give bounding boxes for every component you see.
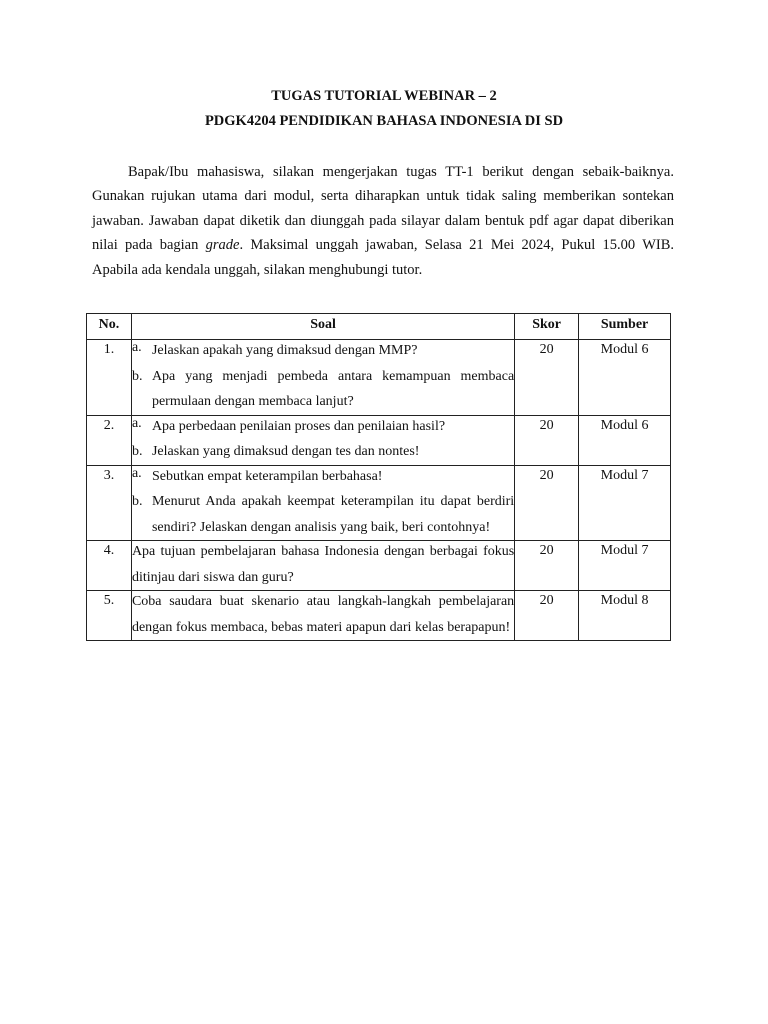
row-number: 1. (87, 340, 132, 416)
sub-question-marker: a. (131, 415, 142, 431)
intro-paragraph (92, 160, 674, 282)
intro-text-end: . Maksimal unggah jawaban, Selasa 21 Mei 2024, Pukul 15.00 WIB. Apabila ada kendala unggah, silakan menghubungi tutor. (92, 237, 674, 278)
header-no: No. (87, 314, 132, 340)
table-row (87, 415, 671, 465)
sub-question-marker: a. (131, 340, 142, 355)
header-soal: Soal (131, 314, 514, 340)
intro-text: Bapak/Ibu mahasiswa, silakan mengerjakan tugas TT-1 berikut dengan sebaik-baiknya. Gunakan rujukan utama dari modul, serta diharapkan untuk tidak saling memberikan sontekan jawaban. Jawaban dapat diketik dan diunggah pada silayar dalam bentuk pdf agar dapat diberikan nilai pada bagian (92, 164, 674, 254)
table-row (87, 465, 671, 541)
source-cell: Modul 6 (579, 340, 671, 416)
row-number: 3. (87, 465, 132, 541)
table-row (87, 340, 671, 416)
source-cell: Modul 7 (579, 541, 671, 591)
source-cell: Modul 7 (579, 465, 671, 541)
sub-question-text: Apa perbedaan penilaian proses dan penilaian hasil? (151, 418, 446, 434)
header-sumber: Sumber (579, 314, 671, 340)
source-cell: Modul 6 (579, 415, 671, 465)
task-table (86, 313, 671, 641)
sub-question (132, 416, 514, 440)
question-cell (131, 340, 514, 416)
question-text: Apa tujuan pembelajaran bahasa Indonesia dengan berbagai fokus ditinjau dari siswa dan guru? (131, 544, 515, 585)
sub-question-text: Jelaskan apakah yang dimaksud dengan MMP? (151, 343, 418, 358)
document-title: TUGAS TUTORIAL WEBINAR – 2 (271, 88, 497, 104)
sub-question-text: Sebutkan empat keterampilan berbahasa! (151, 468, 383, 484)
sub-question (132, 466, 514, 490)
table-row (87, 591, 671, 641)
sub-question-marker: b. (131, 368, 143, 384)
question-cell (131, 541, 514, 591)
sub-question (132, 364, 514, 415)
row-number: 4. (87, 541, 132, 591)
sub-question-marker: b. (131, 444, 143, 459)
score-cell: 20 (515, 415, 579, 465)
table-row (87, 541, 671, 591)
sub-question (132, 489, 514, 540)
score-cell: 20 (515, 541, 579, 591)
score-cell: 20 (515, 591, 579, 641)
question-cell (131, 591, 514, 641)
sub-question-text: Jelaskan yang dimaksud dengan tes dan nontes! (151, 444, 420, 459)
question-text: Coba saudara buat skenario atau langkah-langkah pembelajaran dengan fokus membaca, bebas materi apapun dari kelas berapapun! (131, 594, 515, 635)
intro-italic-term: grade (205, 237, 240, 254)
score-cell: 20 (515, 340, 579, 416)
sub-question-marker: a. (131, 465, 142, 481)
row-number: 2. (87, 415, 132, 465)
question-cell (131, 415, 514, 465)
question-cell (131, 465, 514, 541)
sub-question-marker: b. (131, 494, 143, 509)
sub-question-text: Menurut Anda apakah keempat keterampilan itu dapat berdiri sendiri? Jelaskan dengan analisis yang baik, beri contohnya! (151, 494, 515, 535)
row-number: 5. (87, 591, 132, 641)
header-skor: Skor (515, 314, 579, 340)
sub-question (132, 439, 514, 465)
sub-question-text: Apa yang menjadi pembeda antara kemampuan membaca permulaan dengan membaca lanjut? (151, 368, 515, 409)
score-cell: 20 (515, 465, 579, 541)
sub-question (132, 340, 514, 364)
table-header-row (87, 314, 671, 340)
source-cell: Modul 8 (579, 591, 671, 641)
course-title: PDGK4204 PENDIDIKAN BAHASA INDONESIA DI SD (204, 113, 564, 129)
